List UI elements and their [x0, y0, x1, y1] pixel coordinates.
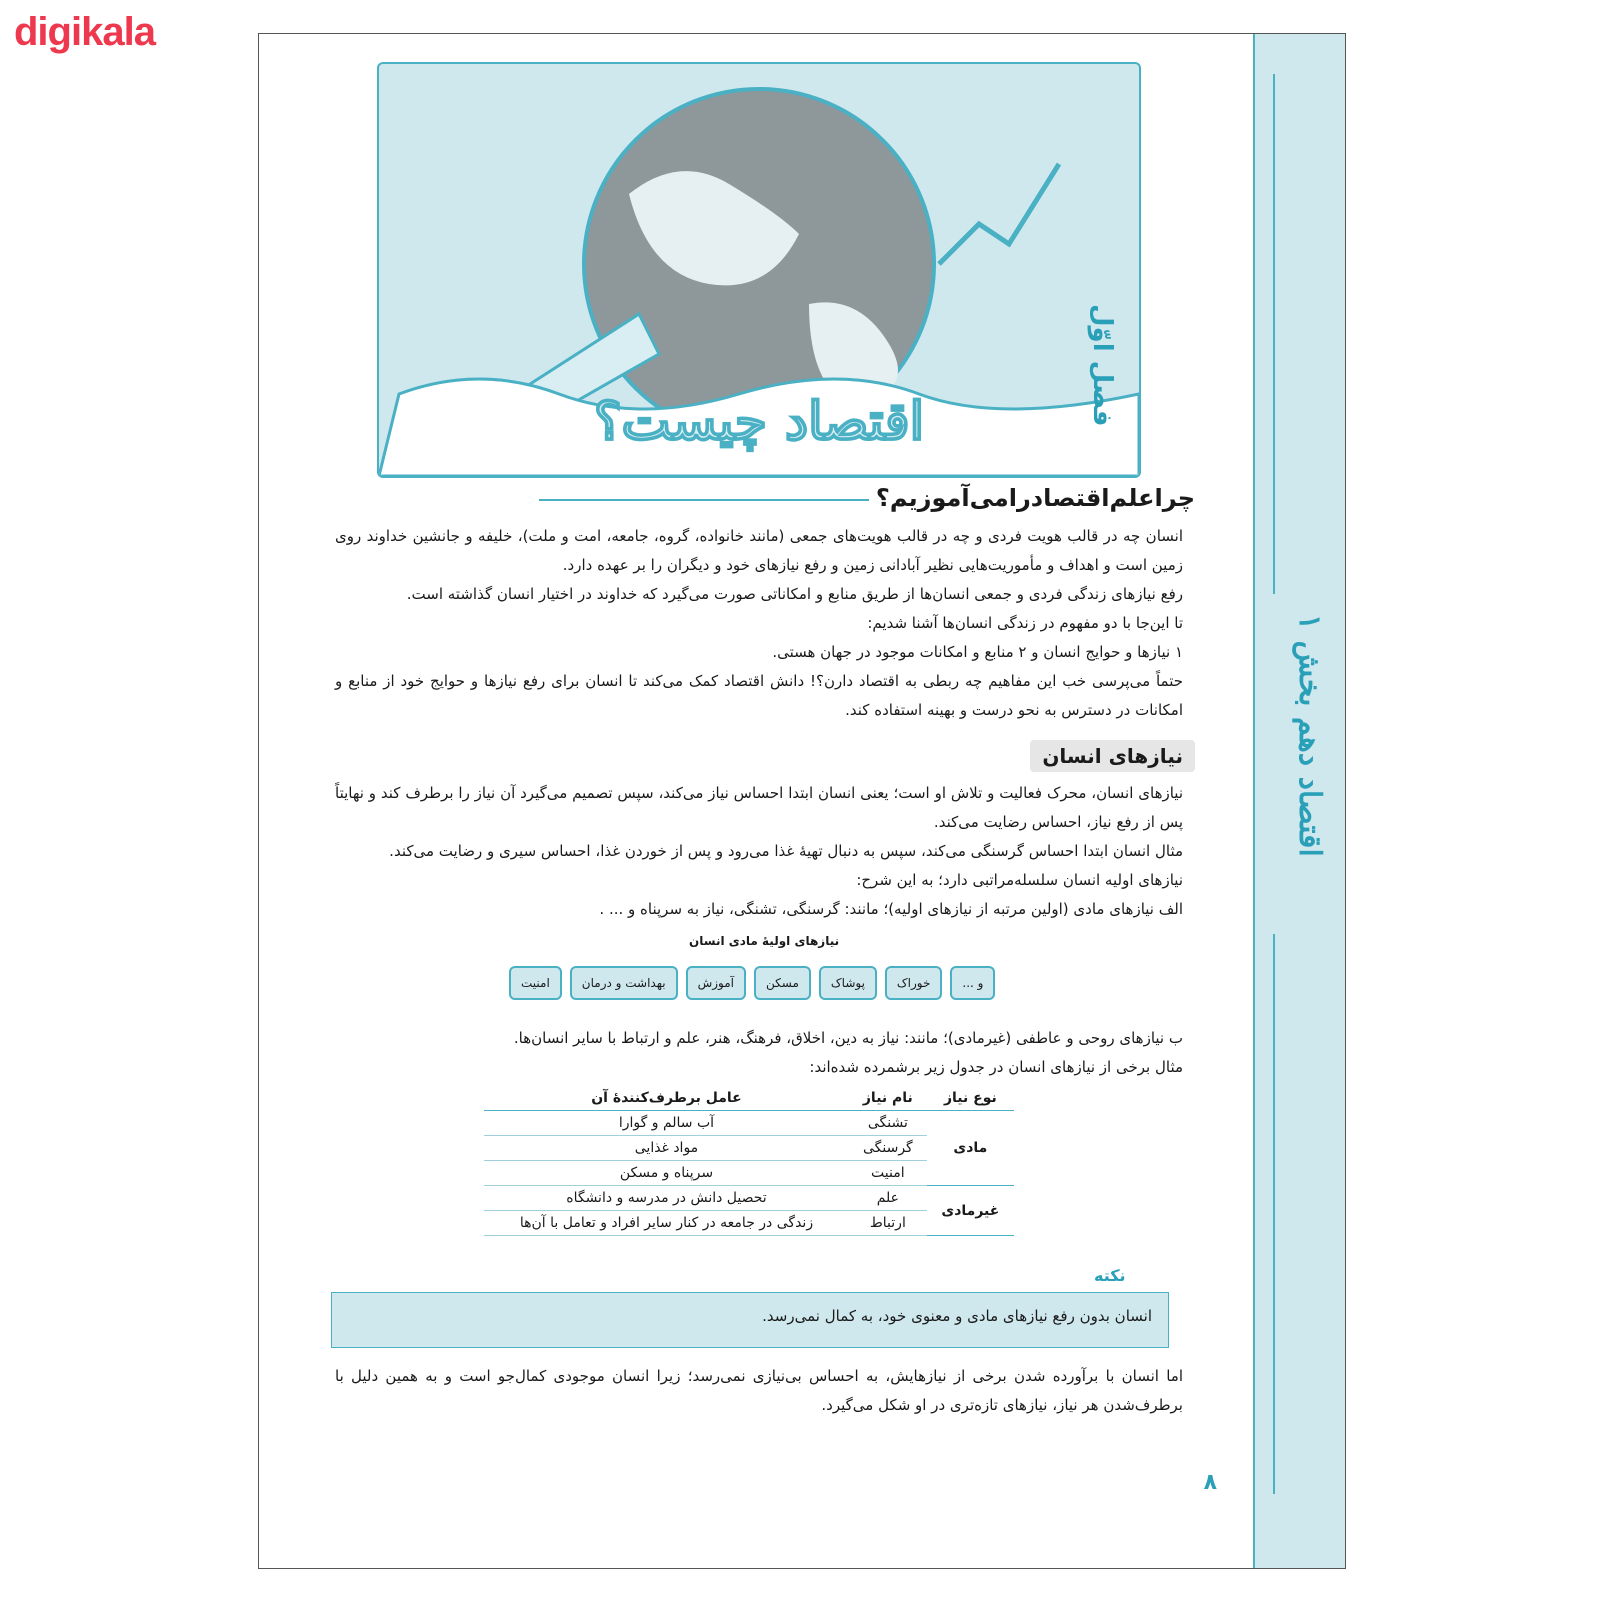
need-chip: امنیت — [509, 966, 562, 1000]
table-header: نوع نیاز — [927, 1086, 1014, 1111]
page-number: ۸ — [1203, 1470, 1217, 1495]
closing-body — [335, 1362, 1183, 1420]
table-group-cell: مادی — [927, 1111, 1014, 1186]
list-item-be: ب نیازهای روحی و عاطفی (غیرمادی)؛ مانند: نیاز به دین، اخلاق، فرهنگ، هنر، علم و ارتباط با سایر انسان‌ها. — [513, 1029, 1183, 1047]
paragraph: رفع نیازهای زندگی فردی و جمعی انسان‌ها از طریق منابع و امکاناتی صورت می‌گیرد که خداوند در اختیار انسان گذاشته است. — [406, 585, 1183, 603]
needs-table — [484, 1086, 1014, 1236]
paragraph: نیازهای انسان، محرک فعالیت و تلاش او است؛ یعنی انسان ابتدا احساس نیاز می‌کند، سپس تصمیم می‌گیرد آن نیاز را برطرف کند و نهایتاً پس از رفع نیاز، احساس رضایت می‌کند. — [335, 784, 1183, 831]
table-cell: سرپناه و مسکن — [484, 1161, 849, 1186]
table-row — [484, 1111, 1014, 1136]
paragraph: انسان چه در قالب هویت فردی و چه در قالب هویت‌های جمعی (مانند خانواده، گروه، جامعه، امت و ملت)، خلیفه و جانشین خداوند روی زمین است و اهداف و مأموریت‌هایی نظیر آبادانی زمین و رفع نیازهای خود و دیگران را بر عهده دارد. — [335, 527, 1183, 574]
digikala-logo: digikala — [14, 10, 155, 54]
paragraph: ۱ نیازها و حوایج انسان و ۲ منابع و امکانات موجود در جهان هستی. — [772, 643, 1183, 661]
chapter-title: اقتصاد چیست؟ — [593, 391, 925, 452]
note-box: انسان بدون رفع نیازهای مادی و معنوی خود، به کمال نمی‌رسد. — [331, 1292, 1169, 1348]
paragraph: حتماً می‌پرسی خب این مفاهیم چه ربطی به اقتصاد دارن؟! دانش اقتصاد کمک می‌کند تا انسان برای رفع نیازها و حوایج خود از منابع و امکانات در دسترس به نحو درست و بهینه استفاده کند. — [335, 672, 1183, 719]
section-heading-why: چراعلم‌اقتصادرامی‌آموزیم؟ — [875, 484, 1195, 512]
table-group-cell: غیرمادی — [927, 1186, 1014, 1236]
table-row — [484, 1186, 1014, 1211]
table-cell: آب سالم و گوارا — [484, 1111, 849, 1136]
need-chip: و ... — [950, 966, 995, 1000]
book-page — [258, 33, 1346, 1569]
paragraph: اما انسان با برآورده شدن برخی از نیازهایش، به احساس بی‌نیازی نمی‌رسد؛ زیرا انسان موجودی کمال‌جو است و به همین دلیل با برطرف‌شدن هر نیاز، نیازهای تازه‌تری در او شکل می‌گیرد. — [335, 1367, 1183, 1414]
table-cell: زندگی در جامعه در کنار سایر افراد و تعامل با آن‌ها — [484, 1211, 849, 1236]
table-cell: گرسنگی — [849, 1136, 927, 1161]
list-item-alef: الف نیازهای مادی (اولین مرتبه از نیازهای اولیه)؛ مانند: گرسنگی، تشنگی، نیاز به سرپناه و ... . — [599, 900, 1183, 918]
example: مثال انسان ابتدا احساس گرسنگی می‌کند، سپس به دنبال تهیهٔ غذا می‌رود و پس از خوردن غذا، احساس سیری و رضایت می‌کند. — [389, 842, 1183, 860]
table-header: عامل برطرف‌کنندهٔ آن — [484, 1086, 849, 1111]
sidebar-line-top — [1273, 74, 1275, 594]
table-cell: علم — [849, 1186, 927, 1211]
need-chip: آموزش — [686, 966, 746, 1000]
section1-body — [335, 522, 1183, 725]
note-label: نکته — [1094, 1266, 1126, 1285]
table-cell: ارتباط — [849, 1211, 927, 1236]
section-heading-needs: نیازهای انسان — [1030, 740, 1195, 772]
section2-body — [335, 779, 1183, 924]
chapter-label: فصل اوّل — [1087, 304, 1117, 427]
sidebar-line-bottom — [1273, 934, 1275, 1494]
need-chip: خوراک — [885, 966, 943, 1000]
table-cell: تحصیل دانش در مدرسه و دانشگاه — [484, 1186, 849, 1211]
table-cell: تشنگی — [849, 1111, 927, 1136]
table-header-row — [484, 1086, 1014, 1111]
chapter-illustration — [377, 62, 1141, 478]
needs-diagram — [509, 966, 989, 1000]
table-header: نام نیاز — [849, 1086, 927, 1111]
need-chip: مسکن — [754, 966, 811, 1000]
sidebar — [1253, 34, 1345, 1568]
example: مثال برخی از نیازهای انسان در جدول زیر برشمرده شده‌اند: — [809, 1058, 1183, 1076]
table-cell: امنیت — [849, 1161, 927, 1186]
paragraph: نیازهای اولیه انسان سلسله‌مراتبی دارد؛ به این شرح: — [856, 871, 1183, 889]
section2-body-2 — [335, 1024, 1183, 1082]
diagram-caption: نیازهای اولیهٔ مادی انسان — [689, 934, 840, 948]
heading-rule — [539, 499, 869, 501]
paragraph: تا این‌جا با دو مفهوم در زندگی انسان‌ها آشنا شدیم: — [867, 614, 1183, 632]
need-chip: پوشاک — [819, 966, 877, 1000]
need-chip: بهداشت و درمان — [570, 966, 678, 1000]
sidebar-title: اقتصاد دهم بخش ۱ — [1292, 614, 1327, 857]
table-cell: مواد غذایی — [484, 1136, 849, 1161]
